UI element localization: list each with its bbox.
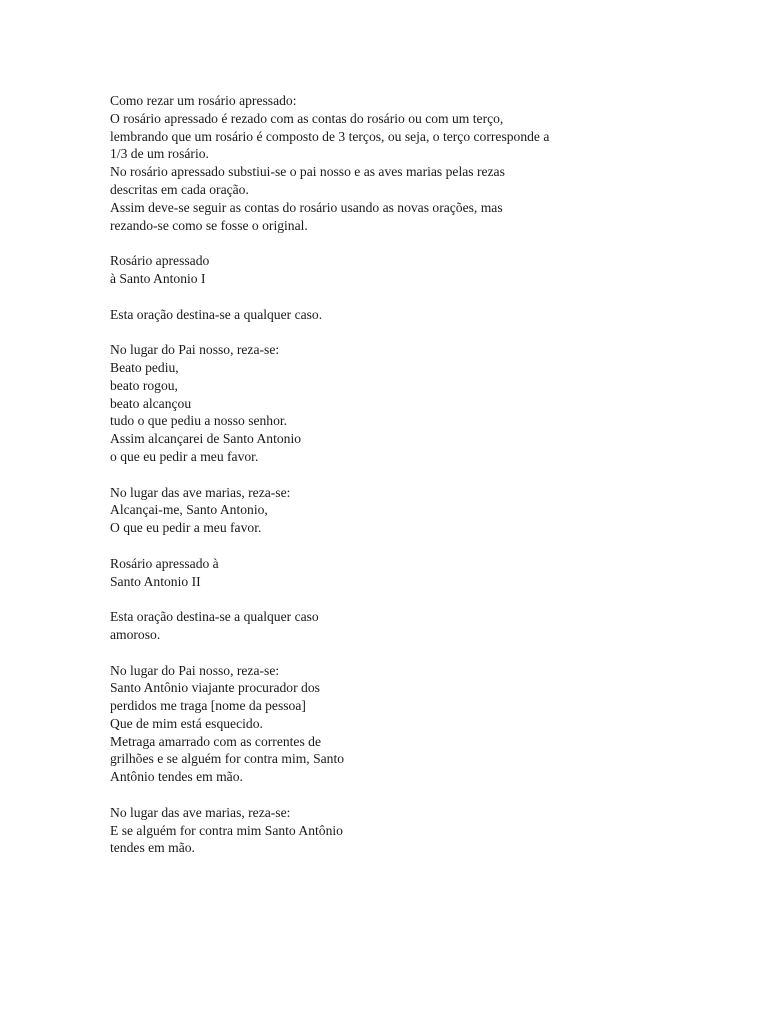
- document-body: [110, 92, 630, 857]
- text-line: Esta oração destina-se a qualquer caso: [110, 609, 319, 625]
- text-line: descritas em cada oração.: [110, 181, 249, 197]
- text-line: Como rezar um rosário apressado:: [110, 93, 297, 108]
- text-line: Assim alcançarei de Santo Antonio: [110, 431, 302, 447]
- text-line: Beato pediu,: [110, 359, 179, 375]
- text-line: Metraga amarrado com as correntes de: [110, 733, 321, 749]
- blank-line: [110, 590, 630, 608]
- text-line: amoroso.: [110, 626, 161, 642]
- text-line: beato rogou,: [110, 377, 178, 393]
- text-line: No lugar das ave marias, reza-se:: [110, 484, 291, 500]
- text-line: Alcançai-me, Santo Antonio,: [110, 502, 268, 518]
- text-line: grilhões e se alguém for contra mim, Santo: [110, 751, 345, 767]
- text-line: rezando-se como se fosse o original.: [110, 217, 308, 233]
- blank-line: [110, 786, 630, 804]
- text-line: No lugar do Pai nosso, reza-se:: [110, 662, 280, 678]
- text-line: à Santo Antonio I: [110, 270, 206, 286]
- blank-line: [110, 323, 630, 341]
- blank-line: [110, 537, 630, 555]
- text-line: Antônio tendes em mão.: [110, 769, 243, 785]
- blank-line: [110, 234, 630, 252]
- text-line: o que eu pedir a meu favor.: [110, 448, 259, 464]
- text-line: No lugar das ave marias, reza-se:: [110, 804, 291, 820]
- text-line: tudo o que pediu a nosso senhor.: [110, 413, 288, 429]
- text-line: O rosário apressado é rezado com as contas do rosário ou com um terço,: [110, 110, 504, 126]
- text-line: beato alcançou: [110, 395, 192, 411]
- text-line: Santo Antonio II: [110, 573, 201, 589]
- text-line: lembrando que um rosário é composto de 3 terços, ou seja, o terço corresponde a: [110, 128, 550, 144]
- text-line: perdidos me traga [nome da pessoa]: [110, 698, 306, 714]
- text-line: 1/3 de um rosário.: [110, 146, 209, 162]
- text-line: O que eu pedir a meu favor.: [110, 520, 262, 536]
- text-line: No lugar do Pai nosso, reza-se:: [110, 342, 280, 358]
- blank-line: [110, 288, 630, 306]
- text-line: Rosário apressado à: [110, 555, 219, 571]
- blank-line: [110, 644, 630, 662]
- text-line: Esta oração destina-se a qualquer caso.: [110, 306, 323, 322]
- text-line: Que de mim está esquecido.: [110, 715, 263, 731]
- text-line: No rosário apressado substiui-se o pai nosso e as aves marias pelas rezas: [110, 164, 505, 180]
- text-line: tendes em mão.: [110, 840, 195, 856]
- text-line: Santo Antônio viajante procurador dos: [110, 680, 320, 696]
- text-line: E se alguém for contra mim Santo Antônio: [110, 822, 343, 838]
- text-line: Assim deve-se seguir as contas do rosário usando as novas orações, mas: [110, 199, 503, 215]
- text-line: Rosário apressado: [110, 253, 210, 269]
- blank-line: [110, 466, 630, 484]
